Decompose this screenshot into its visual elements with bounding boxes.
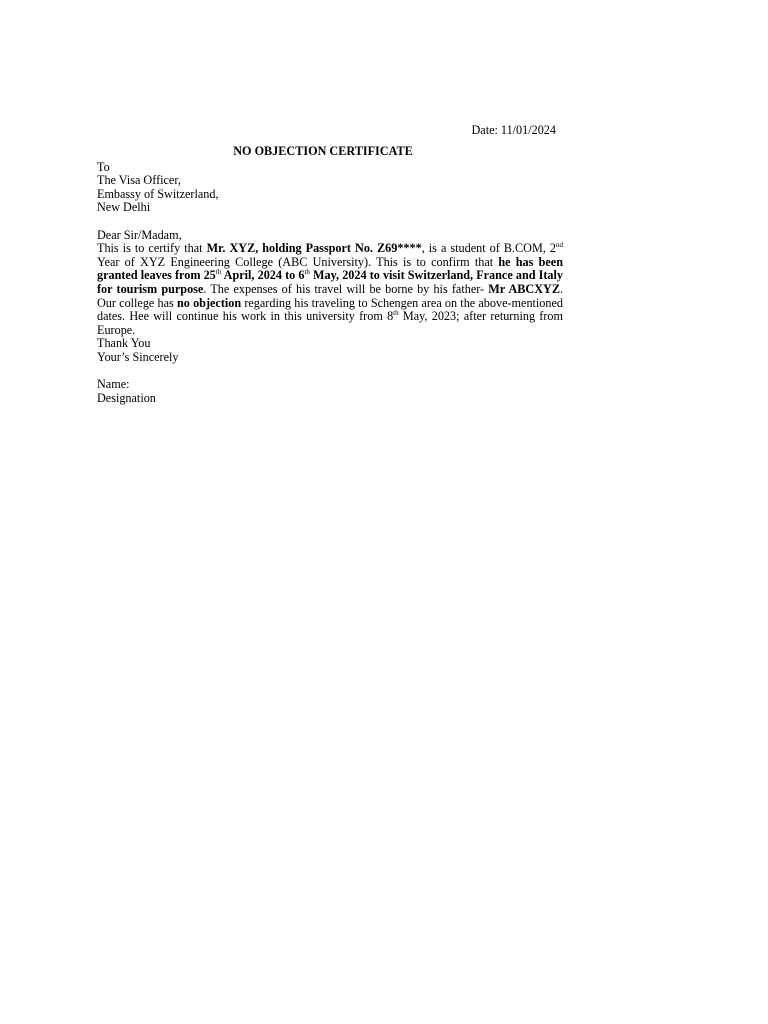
body-bold: May, 2024 to visit Switzerland, France and Italy for tourism purpose xyxy=(97,268,563,296)
letter-title: NO OBJECTION CERTIFICATE xyxy=(233,144,413,158)
letter-page xyxy=(97,124,563,405)
ordinal-suffix: th xyxy=(215,268,222,277)
address-line: Embassy of Switzerland, xyxy=(97,186,219,201)
name-label: Name: xyxy=(97,377,130,392)
designation-label: Designation xyxy=(97,390,156,405)
body-bold: no objection xyxy=(177,295,242,310)
body-text: , is a student of B.COM, 2 xyxy=(421,241,556,256)
letter-body xyxy=(97,242,563,337)
body-text: regarding his traveling to Schengen area on the above-mentioned dates. Hee will continue his work in this university from 8 xyxy=(97,295,564,324)
closing-sincerely: Your’s Sincerely xyxy=(97,349,179,364)
body-bold: Mr. XYZ, holding Passport No. Z69**** xyxy=(206,241,422,256)
recipient-address xyxy=(97,161,563,215)
ordinal-suffix: nd xyxy=(556,241,563,250)
body-text: Year of XYZ Engineering College (ABC University). This is to confirm that xyxy=(97,254,499,269)
address-line: The Visa Officer, xyxy=(97,173,181,188)
body-bold: April, 2024 to 6 xyxy=(221,268,305,283)
body-text: . Our college has xyxy=(97,281,563,310)
ordinal-suffix: th xyxy=(304,268,310,277)
salutation: Dear Sir/Madam, xyxy=(97,227,182,242)
address-line: To xyxy=(97,159,110,174)
body-text: This is to certify that xyxy=(97,241,207,256)
address-line: New Delhi xyxy=(97,200,151,215)
body-bold: he has been granted leaves from 25 xyxy=(97,254,563,283)
closing-thanks: Thank You xyxy=(97,336,151,351)
letter-date: Date: 11/01/2024 xyxy=(471,123,556,137)
ordinal-suffix: th xyxy=(393,309,399,318)
body-text: May, 2023; after returning from Europe. xyxy=(97,309,563,337)
body-text: . The expenses of his travel will be borne by his father- xyxy=(203,281,489,296)
spacer xyxy=(97,365,563,379)
body-bold: Mr ABCXYZ xyxy=(488,281,560,296)
spacer xyxy=(97,215,563,229)
